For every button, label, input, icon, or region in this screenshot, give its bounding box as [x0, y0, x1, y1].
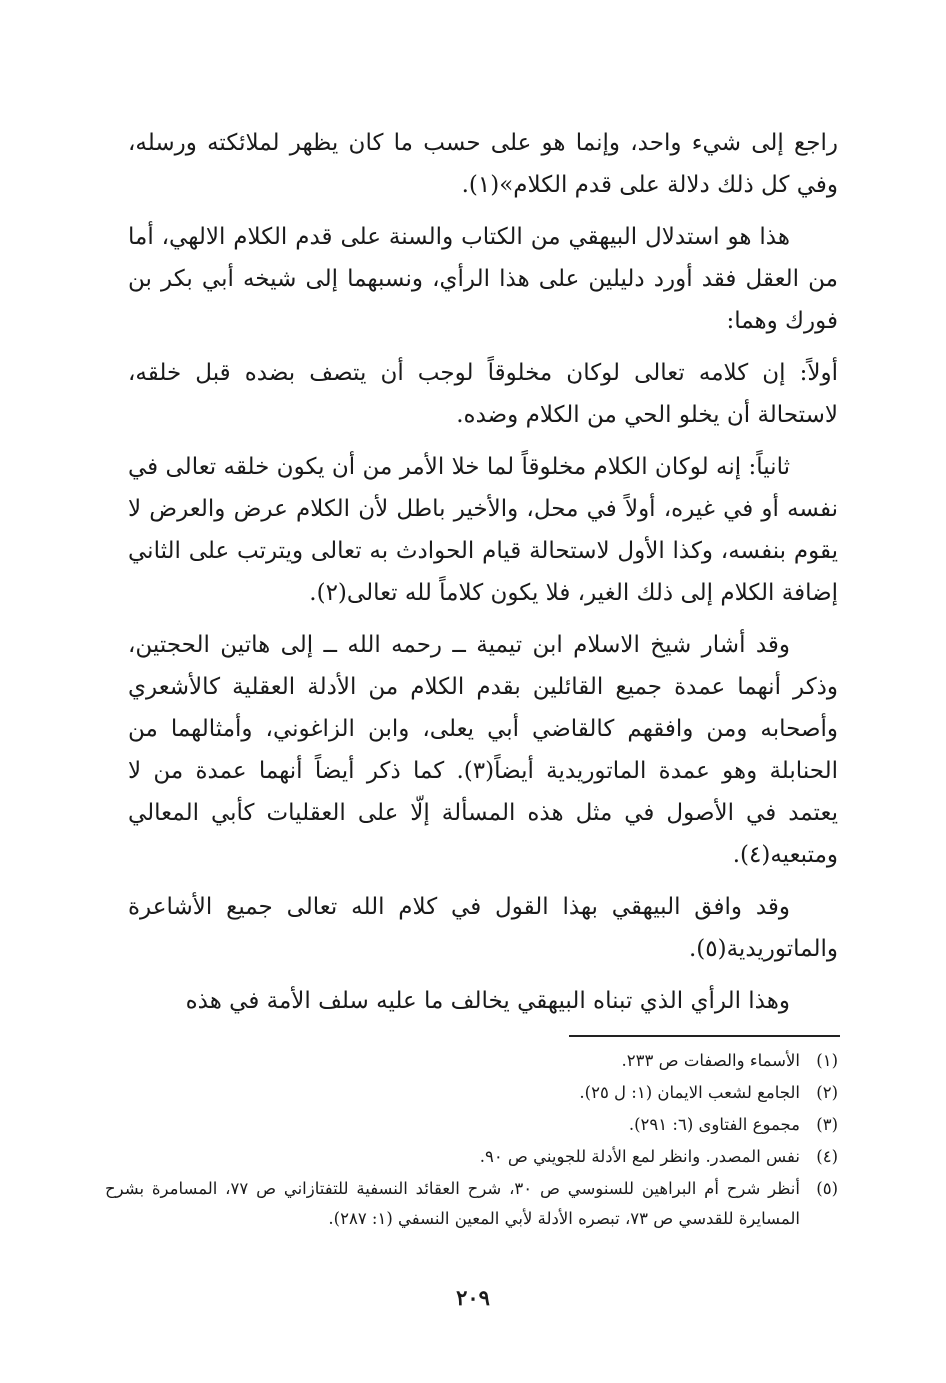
footnote	[105, 1174, 838, 1234]
footnote-text: الجامع لشعب الايمان (١: ل ٢٥).	[579, 1083, 800, 1102]
footnote-number: (٤)	[816, 1147, 838, 1166]
paragraph: هذا هو استدلال البيهقي من الكتاب والسنة على قدم الكلام الالهي، أما من العقل فقد أورد دليلين على هذا الرأي، ونسبهما إلى شيخه أبي بكر بن فورك وهما:	[128, 224, 838, 334]
paragraph: أولاً: إن كلامه تعالى لوكان مخلوقاً لوجب أن يتصف بضده قبل خلقه، لاستحالة أن يخلو الحي من الكلام وضده.	[128, 360, 838, 428]
paragraph: ثانياً: إنه لوكان الكلام مخلوقاً لما خلا الأمر من أن يكون خلقه تعالى في نفسه أو في غيره، أولاً في محل، والأخير باطل لأن الكلام عرض والعرض لا يقوم بنفسه، وكذا الأول لاستحالة قيام الحوادث به تعالى ويترتب على الثاني إضافة الكلام إلى ذلك الغير، فلا يكون كلاماً لله تعالى(٢).	[128, 454, 838, 606]
footnote-text: الأسماء والصفات ص ٢٣٣.	[621, 1051, 800, 1070]
footnote-number: (٥)	[816, 1179, 838, 1198]
paragraph: راجع إلى شيء واحد، وإنما هو على حسب ما كان يظهر لملائكته ورسله، وفي كل ذلك دلالة على قدم الكلام»(١).	[128, 130, 838, 198]
footnote-number: (١)	[816, 1051, 838, 1070]
footnote-text: مجموع الفتاوى (٦: ٢٩١).	[628, 1115, 800, 1134]
footnote	[105, 1046, 838, 1076]
footnote-text: نفس المصدر. وانظر لمع الأدلة للجويني ص ٩٠.	[479, 1147, 800, 1166]
paragraph: وقد أشار شيخ الاسلام ابن تيمية ــ رحمه الله ــ إلى هاتين الحجتين، وذكر أنهما عمدة جميع القائلين بقدم الكلام من الأدلة العقلية كالأشعري وأصحابه ومن وافقهم كالقاضي أبي يعلى، وابن الزاغوني، وأمثالهما من الحنابلة وهو عمدة الماتوريدية أيضاً(٣). كما ذكر أيضاً أنهما عمدة من لا يعتمد في الأصول في مثل هذه المسألة إلّا على العقليات كأبي المعالي ومتبعيه(٤).	[128, 632, 838, 868]
footnote-number: (٢)	[816, 1083, 838, 1102]
footnote-separator	[569, 1035, 840, 1037]
main-text	[128, 122, 838, 1032]
page-number: ٢٠٩	[456, 1285, 490, 1310]
footnote	[105, 1078, 838, 1108]
footnotes	[105, 1046, 838, 1236]
footnote	[105, 1110, 838, 1140]
paragraph: وقد وافق البيهقي بهذا القول في كلام الله تعالى جميع الأشاعرة والماتوريدية(٥).	[128, 894, 838, 962]
paragraph: وهذا الرأي الذي تبناه البيهقي يخالف ما عليه سلف الأمة في هذه	[185, 988, 790, 1014]
footnote-text: أنظر شرح أم البراهين للسنوسي ص ٣٠، شرح العقائد النسفية للتفتازاني ص ٧٧، المسامرة بشرح المسايرة للقدسي ص ٧٣، تبصره الأدلة لأبي المعين النسفي (١: ٢٨٧).	[105, 1179, 800, 1228]
footnote	[105, 1142, 838, 1172]
footnote-number: (٣)	[816, 1115, 838, 1134]
